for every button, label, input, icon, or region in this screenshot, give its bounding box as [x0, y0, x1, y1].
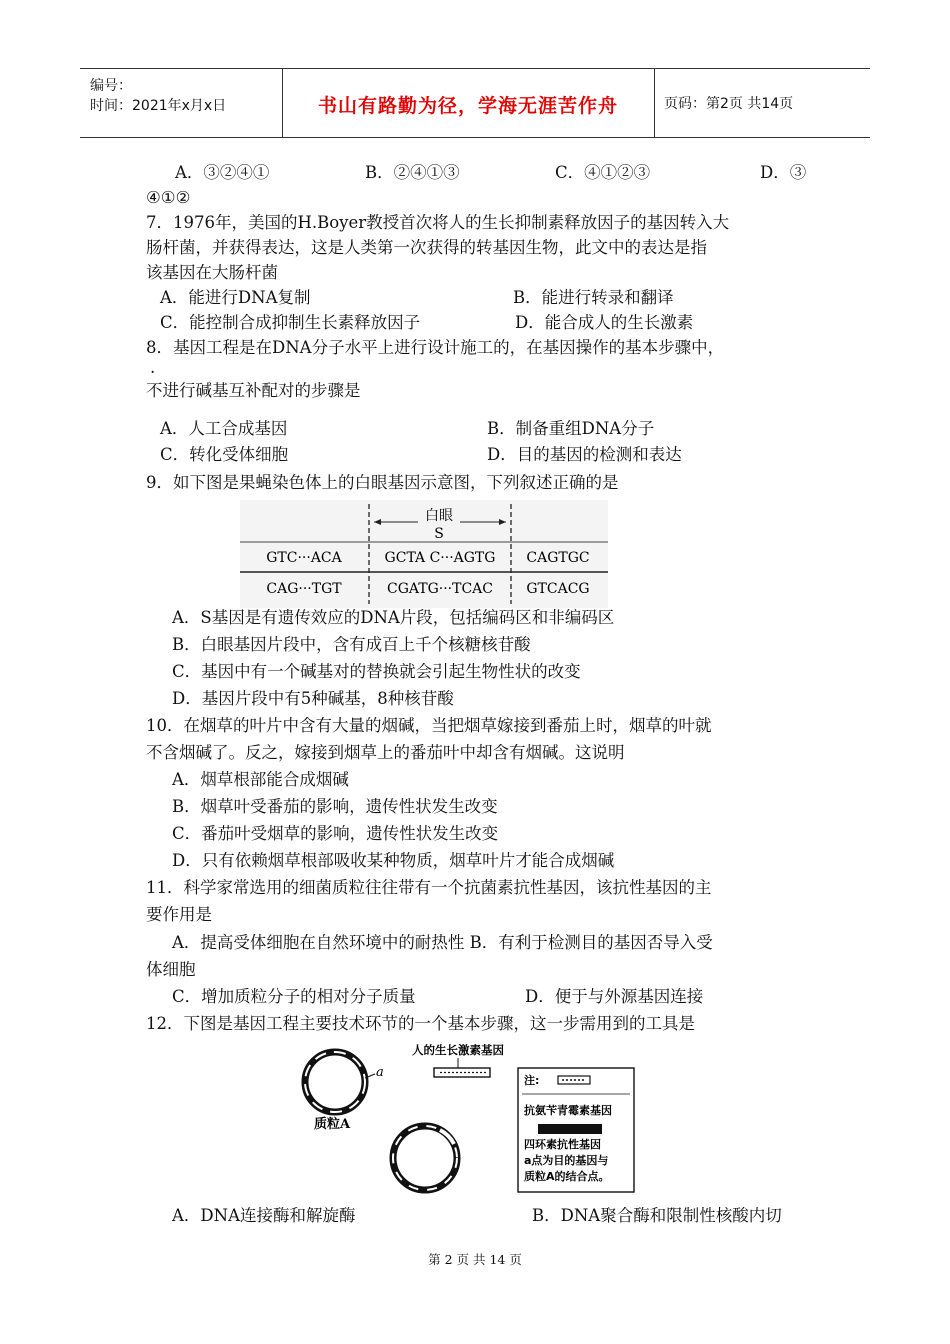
- legend-line-2: 四环素抗性基因: [524, 1138, 601, 1151]
- q8-option-d: D．目的基因的检测和表达: [487, 445, 682, 464]
- top-strand-seg-1: GTC···ACA: [266, 550, 342, 566]
- q10-option-b: B．烟草叶受番茄的影响，遗传性状发生改变: [172, 797, 498, 816]
- white-eye-gene-figure: [240, 500, 608, 608]
- q8-option-b: B．制备重组DNA分子: [487, 419, 655, 438]
- q10-option-a: A．烟草根部能合成烟碱: [172, 770, 349, 789]
- q9-option-d: D．基因片段中有5种碱基，8种核苷酸: [172, 689, 454, 708]
- point-a-label: a: [376, 1065, 384, 1080]
- s-label: S: [434, 526, 444, 542]
- q6-option-d: D．③: [760, 163, 807, 182]
- bottom-strand-seg-2: CGATG···TCAC: [387, 581, 493, 597]
- q6-option-b: B．②④①③: [365, 163, 460, 182]
- q6-option-a: A．③②④①: [175, 163, 270, 182]
- q7-option-b: B．能进行转录和翻译: [513, 288, 674, 307]
- q8-option-a: A．人工合成基因: [160, 419, 288, 438]
- plasmid-diagram-svg: [290, 1040, 640, 1195]
- header-page-cell: [654, 69, 870, 137]
- q7-line3: 该基因在大肠杆菌: [146, 263, 278, 282]
- q9-line1: 9．如下图是果蝇染色体上的白眼基因示意图，下列叙述正确的是: [146, 473, 619, 492]
- legend-note: 注:: [524, 1074, 540, 1087]
- page-footer: 第 2 页 共 14 页: [428, 1252, 522, 1267]
- q9-option-a: A．S基因是有遗传效应的DNA片段，包括编码区和非编码区: [172, 608, 615, 627]
- top-strand-seg-3: CAGTGC: [526, 550, 590, 566]
- q10-option-c: C．番茄叶受烟草的影响，遗传性状发生改变: [172, 824, 499, 843]
- gene-title: 人的生长激素基因: [412, 1043, 504, 1057]
- q7-option-c: C．能控制合成抑制生长素释放因子: [160, 313, 421, 332]
- header-id: 编号：: [90, 78, 132, 94]
- q10-line2: 不含烟碱了。反之，嫁接到烟草上的番茄叶中却含有烟碱。这说明: [146, 743, 625, 762]
- q11-line2: 要作用是: [146, 905, 212, 924]
- header-motto-cell: [282, 69, 655, 137]
- q9-option-c: C．基因中有一个碱基对的替换就会引起生物性状的改变: [172, 662, 581, 681]
- q7-line1: 7．1976年，美国的H.Boyer教授首次将人的生长抑制素释放因子的基因转入大: [146, 213, 730, 232]
- q10-option-d: D．只有依赖烟草根部吸收某种物质，烟草叶片才能合成烟碱: [172, 851, 615, 870]
- q6-option-c: C．④①②③: [555, 163, 651, 182]
- plasmid-figure: [290, 1040, 640, 1195]
- bottom-strand-seg-1: CAG···TGT: [266, 581, 342, 597]
- q8-dot: .: [150, 358, 156, 377]
- plasmid-a-label: 质粒A: [314, 1117, 351, 1132]
- q10-line1: 10．在烟草的叶片中含有大量的烟碱，当把烟草嫁接到番茄上时，烟草的叶就: [146, 716, 712, 735]
- legend-line-4: 质粒A的结合点。: [524, 1170, 610, 1183]
- q12-line1: 12．下图是基因工程主要技术环节的一个基本步骤，这一步需用到的工具是: [146, 1014, 695, 1033]
- q12-option-a: A．DNA连接酶和解旋酶: [172, 1206, 356, 1225]
- q11-option-c: C．增加质粒分子的相对分子质量: [172, 987, 416, 1006]
- header-meta: [80, 69, 283, 137]
- bottom-strand-seg-3: GTCACG: [526, 581, 590, 597]
- header-motto: 书山有路勤为径，学海无涯苦作舟: [317, 95, 618, 117]
- q8-line2: 不进行碱基互补配对的步骤是: [146, 381, 361, 400]
- gene-label: 白眼: [425, 508, 453, 524]
- header-time: 时间：2021年x月x日: [90, 98, 227, 114]
- page-header: [80, 68, 870, 138]
- legend-swatch-black: [538, 1124, 602, 1134]
- q7-line2: 肠杆菌，并获得表达，这是人类第一次获得的转基因生物，此文中的表达是指: [146, 238, 707, 257]
- legend-line-1: 抗氨苄青霉素基因: [524, 1104, 612, 1117]
- q11-option-d: D．便于与外源基因连接: [525, 987, 704, 1006]
- q8-line1: 8．基因工程是在DNA分子水平上进行设计施工的，在基因操作的基本步骤中，: [146, 338, 725, 357]
- q8-option-c: C．转化受体细胞: [160, 445, 289, 464]
- q6-option-d-cont: ④①②: [146, 188, 191, 207]
- q11-option-ab-cont: 体细胞: [146, 960, 196, 979]
- q11-option-ab: A．提高受体细胞在自然环境中的耐热性 B．有利于检测目的基因否导入受: [172, 933, 713, 952]
- q7-option-d: D．能合成人的生长激素: [515, 313, 694, 332]
- legend-line-3: a点为目的基因与: [524, 1154, 609, 1167]
- q7-option-a: A．能进行DNA复制: [160, 288, 311, 307]
- header-page-info: 页码：第2页 共14页: [664, 96, 794, 112]
- gene-diagram-svg: [240, 500, 608, 608]
- q12-option-b: B．DNA聚合酶和限制性核酸内切: [532, 1206, 782, 1225]
- q11-line1: 11．科学家常选用的细菌质粒往往带有一个抗菌素抗性基因，该抗性基因的主: [146, 878, 712, 897]
- top-strand-seg-2: GCTA C···AGTG: [384, 550, 496, 566]
- q9-option-b: B．白眼基因片段中，含有成百上千个核糖核苷酸: [172, 635, 531, 654]
